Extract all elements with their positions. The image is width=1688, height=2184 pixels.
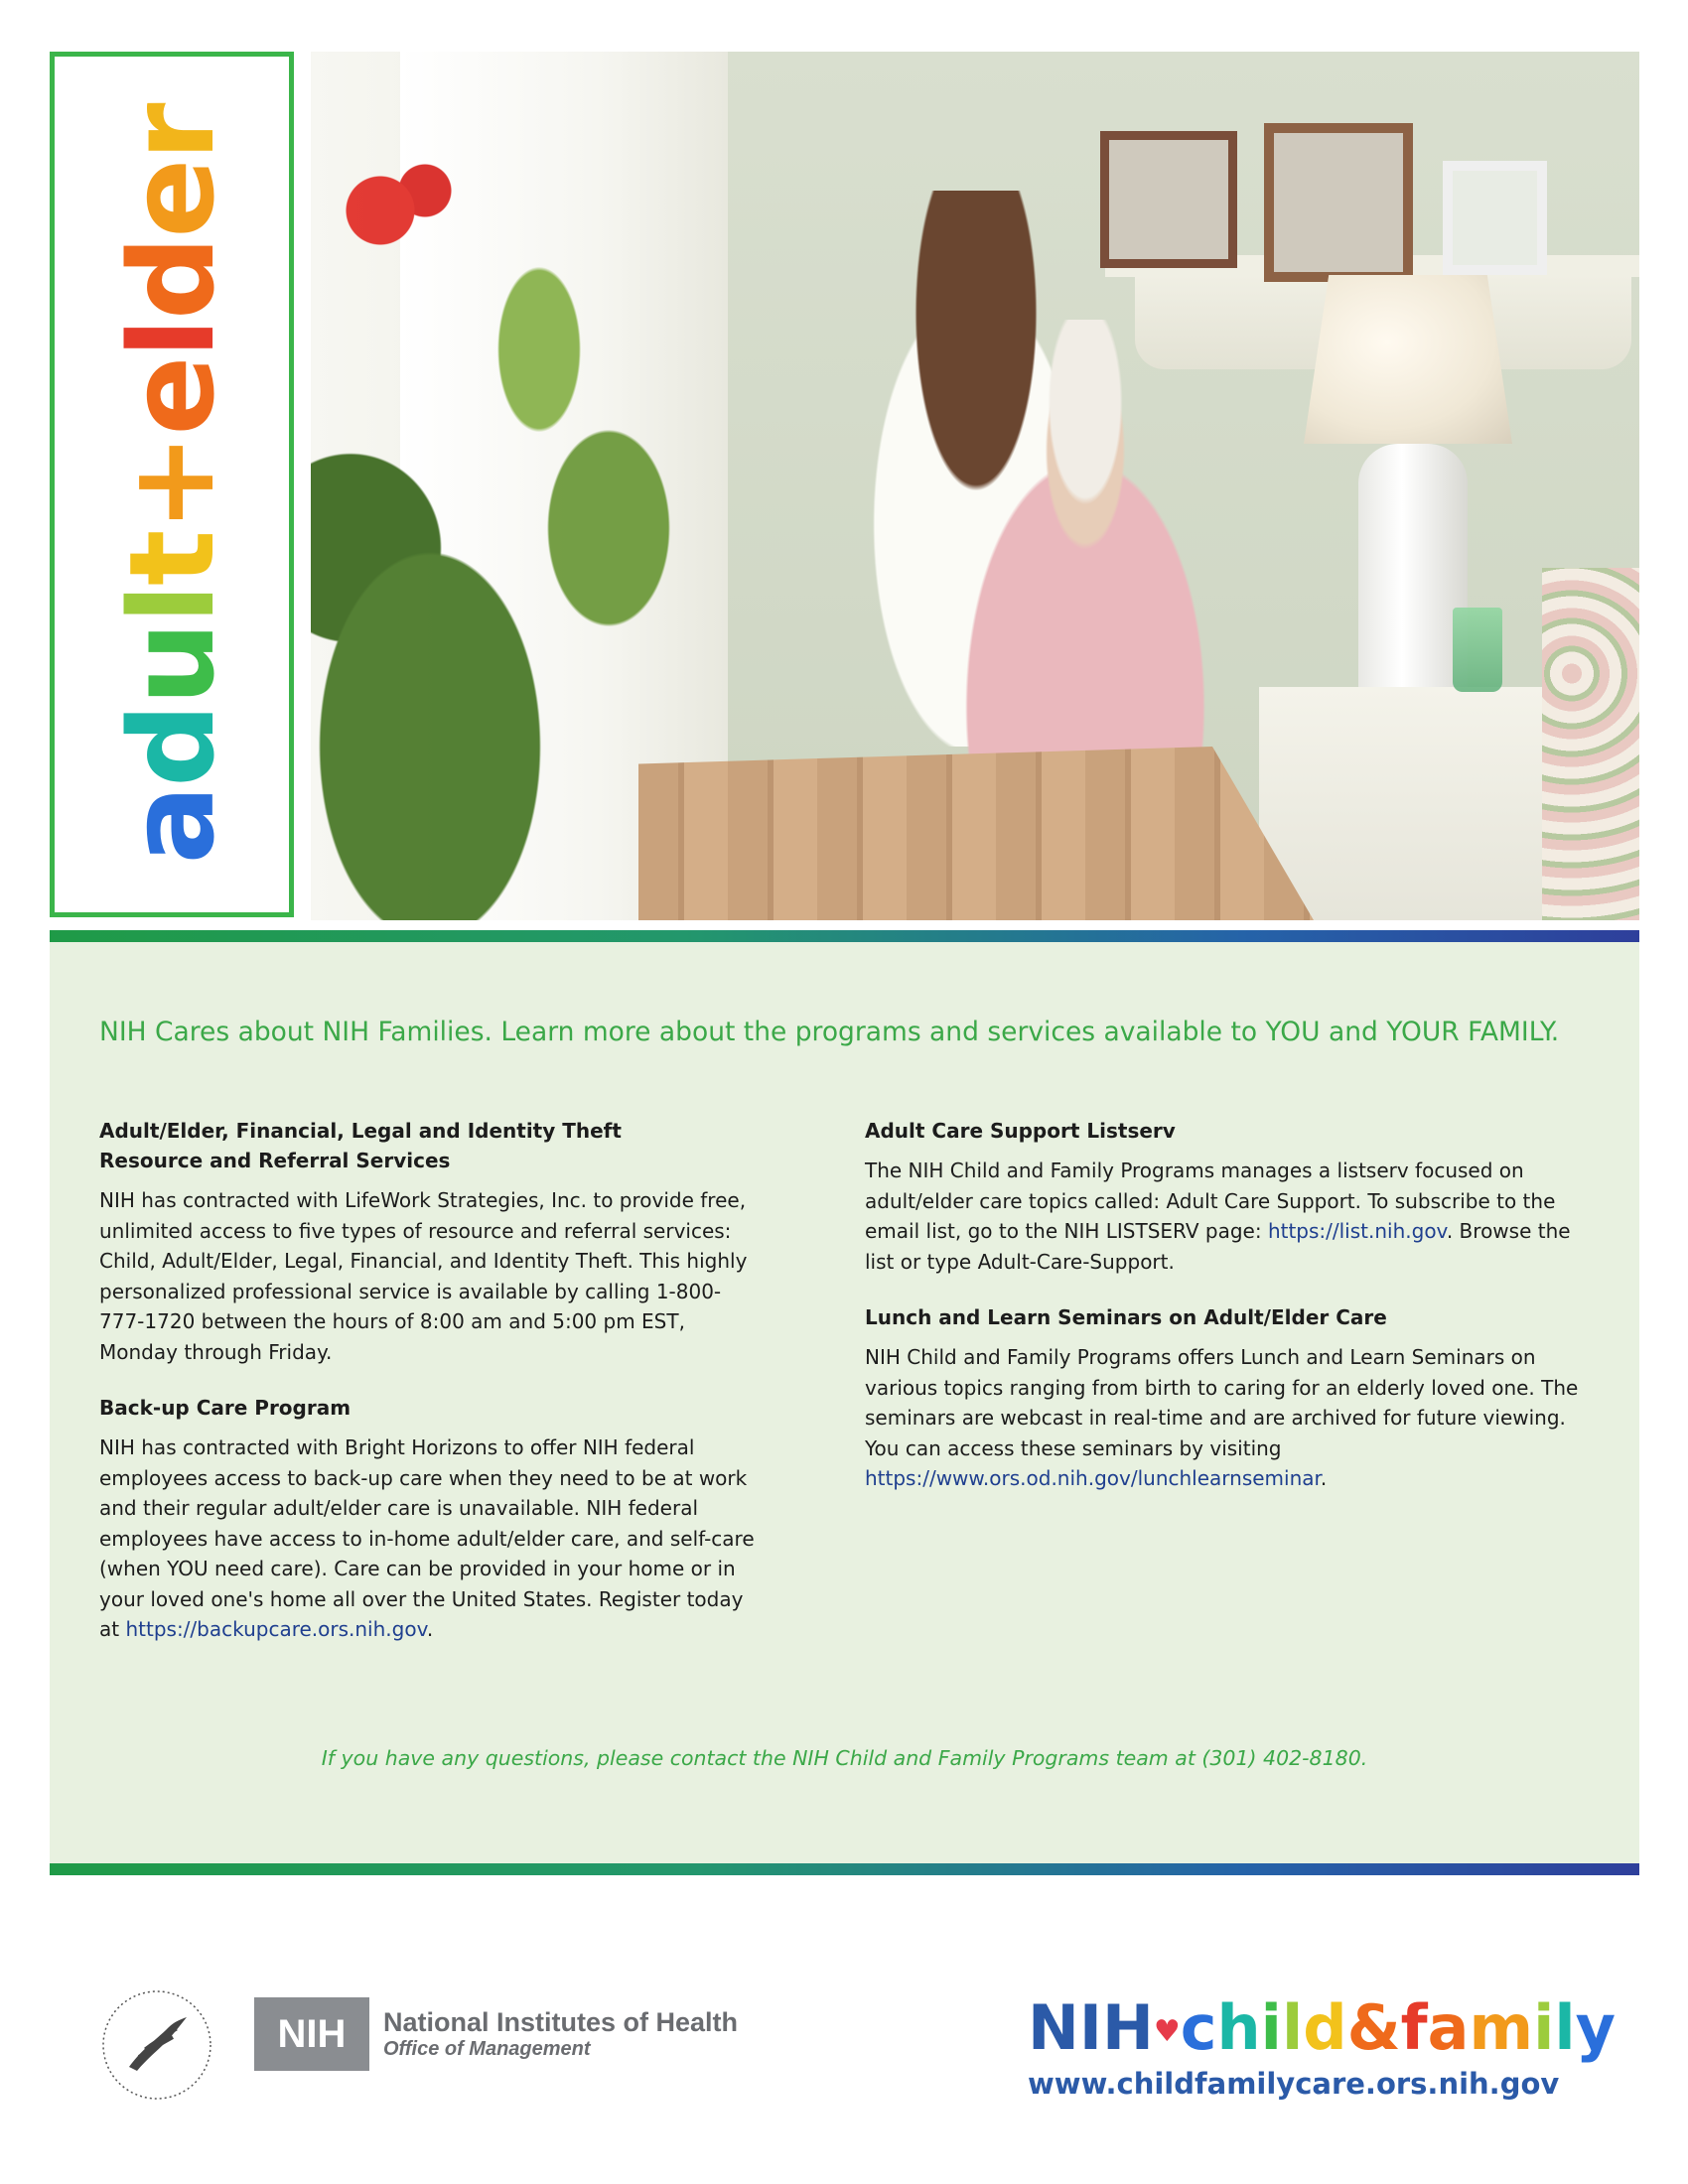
cf-nih-text: NIH bbox=[1028, 1991, 1154, 2064]
body-text-end: . bbox=[426, 1617, 434, 1641]
cf-letter: & bbox=[1346, 1991, 1401, 2064]
listserv-link[interactable]: https://list.nih.gov bbox=[1267, 1219, 1447, 1243]
cf-letter: m bbox=[1469, 1991, 1534, 2064]
lunch-learn-link[interactable]: https://www.ors.od.nih.gov/lunchlearnseminar bbox=[865, 1466, 1321, 1490]
nih-box: NIH bbox=[254, 1997, 369, 2071]
wordmark-letter: a bbox=[103, 786, 240, 865]
heart-icon: ♥ bbox=[1153, 2013, 1181, 2049]
wordmark-letter: e bbox=[103, 160, 240, 238]
wordmark-letter: e bbox=[103, 357, 240, 436]
section-body-lunch-learn bbox=[865, 1342, 1580, 1494]
left-column bbox=[99, 1116, 765, 1671]
cf-letter: i bbox=[1533, 1991, 1555, 2064]
gradient-divider-top bbox=[50, 930, 1639, 942]
geranium-plant-shape bbox=[311, 52, 827, 920]
photo-frame-2 bbox=[1264, 123, 1413, 282]
section-title-listserv: Adult Care Support Listserv bbox=[865, 1119, 1176, 1143]
section-title-resource-referral bbox=[99, 1116, 765, 1175]
wordmark-letter: u bbox=[103, 623, 240, 706]
body-text-end: . Browse the list or type Adult-Care-Support. bbox=[865, 1219, 1571, 1274]
hero-photo bbox=[311, 52, 1639, 920]
content-panel bbox=[50, 942, 1639, 1863]
section-body-backup-care bbox=[99, 1433, 765, 1645]
nih-office: Office of Management bbox=[383, 2038, 591, 2060]
wordmark-letter: l bbox=[103, 320, 240, 358]
body-text: NIH has contracted with Bright Horizons to offer NIH federal employees access to back-up care when they need to be at work and their regular adult/elder care is unavailable. NIH federal employees have access to in-home adult/elder care, and self-care (when YOU need care). Care can be provided in your home or in your loved one's home all over the United States. Register today at bbox=[99, 1435, 755, 1641]
nih-text bbox=[383, 2007, 738, 2061]
body-text-end: . bbox=[1320, 1466, 1328, 1490]
adult-elder-wordmark bbox=[103, 104, 240, 865]
brand-panel bbox=[50, 52, 294, 917]
child-family-url[interactable]: www.childfamilycare.ors.nih.gov bbox=[1028, 2066, 1560, 2101]
section-body-listserv bbox=[865, 1156, 1580, 1277]
cf-letter: l bbox=[1281, 1991, 1304, 2064]
section-title-lunch-learn: Lunch and Learn Seminars on Adult/Elder Care bbox=[865, 1305, 1387, 1329]
section-title-backup-care: Back-up Care Program bbox=[99, 1396, 352, 1420]
green-glass-shape bbox=[1453, 608, 1502, 692]
floral-chair-shape bbox=[1542, 568, 1639, 920]
child-family-wordmark bbox=[1028, 1991, 1617, 2067]
nih-name: National Institutes of Health bbox=[383, 2007, 739, 2037]
lamp-base-shape bbox=[1358, 444, 1468, 702]
child-family-logo bbox=[1028, 1991, 1617, 2101]
photo-frame-3 bbox=[1443, 161, 1547, 275]
backup-care-link[interactable]: https://backupcare.ors.nih.gov bbox=[125, 1617, 427, 1641]
cf-letter: y bbox=[1575, 1991, 1617, 2064]
cf-letter: l bbox=[1554, 1991, 1576, 2064]
contact-line: If you have any questions, please contact the NIH Child and Family Programs team at (301) 402-8180. bbox=[321, 1746, 1368, 1770]
cf-letters bbox=[1181, 1991, 1616, 2064]
cf-letter: c bbox=[1180, 1991, 1217, 2064]
hhs-seal-icon bbox=[99, 1987, 214, 2103]
nightstand-shape bbox=[1259, 687, 1557, 920]
lampshade-shape bbox=[1304, 275, 1512, 444]
cf-letter: i bbox=[1260, 1991, 1282, 2064]
section-title-line: Adult/Elder, Financial, Legal and Identity Theft bbox=[99, 1119, 622, 1143]
body-text: The NIH Child and Family Programs manages a listserv focused on adult/elder care topics called: Adult Care Support. To subscribe to the email list, go to the NIH LISTSERV page: bbox=[865, 1159, 1556, 1243]
cf-letter: h bbox=[1216, 1991, 1261, 2064]
wordmark-letter: d bbox=[103, 705, 240, 787]
wordmark-letter: t bbox=[103, 531, 240, 586]
body-text: NIH Child and Family Programs offers Lunch and Learn Seminars on various topics ranging from birth to caring for an elderly loved one. The seminars are webcast in real-time and are archived for future viewing. You can access these seminars by visiting bbox=[865, 1345, 1579, 1460]
section-body-resource-referral: NIH has contracted with LifeWork Strategies, Inc. to provide free, unlimited access to five types of resource and referral services: Child, Adult/Elder, Legal, Financial, and Identity Theft. This highly personalized professional service is available by calling 1-800-777-1720 between the hours of 8:00 am and 5:00 pm EST, Monday through Friday. bbox=[99, 1188, 748, 1364]
cf-letter: d bbox=[1303, 1991, 1347, 2064]
wordmark-letter: + bbox=[103, 435, 240, 532]
wordmark-letter: l bbox=[103, 585, 240, 624]
section-title-line: Resource and Referral Services bbox=[99, 1149, 451, 1172]
gradient-divider-bottom bbox=[50, 1863, 1639, 1875]
nih-logo bbox=[254, 1997, 738, 2071]
cf-letter: a bbox=[1427, 1991, 1470, 2064]
right-column bbox=[865, 1116, 1580, 1520]
wordmark-letter: r bbox=[103, 104, 240, 161]
cf-letter: f bbox=[1400, 1991, 1428, 2064]
wordmark-letter: d bbox=[103, 237, 240, 321]
headline: NIH Cares about NIH Families. Learn more about the programs and services available to YOU and YOUR FAMILY. bbox=[99, 1017, 1560, 1047]
